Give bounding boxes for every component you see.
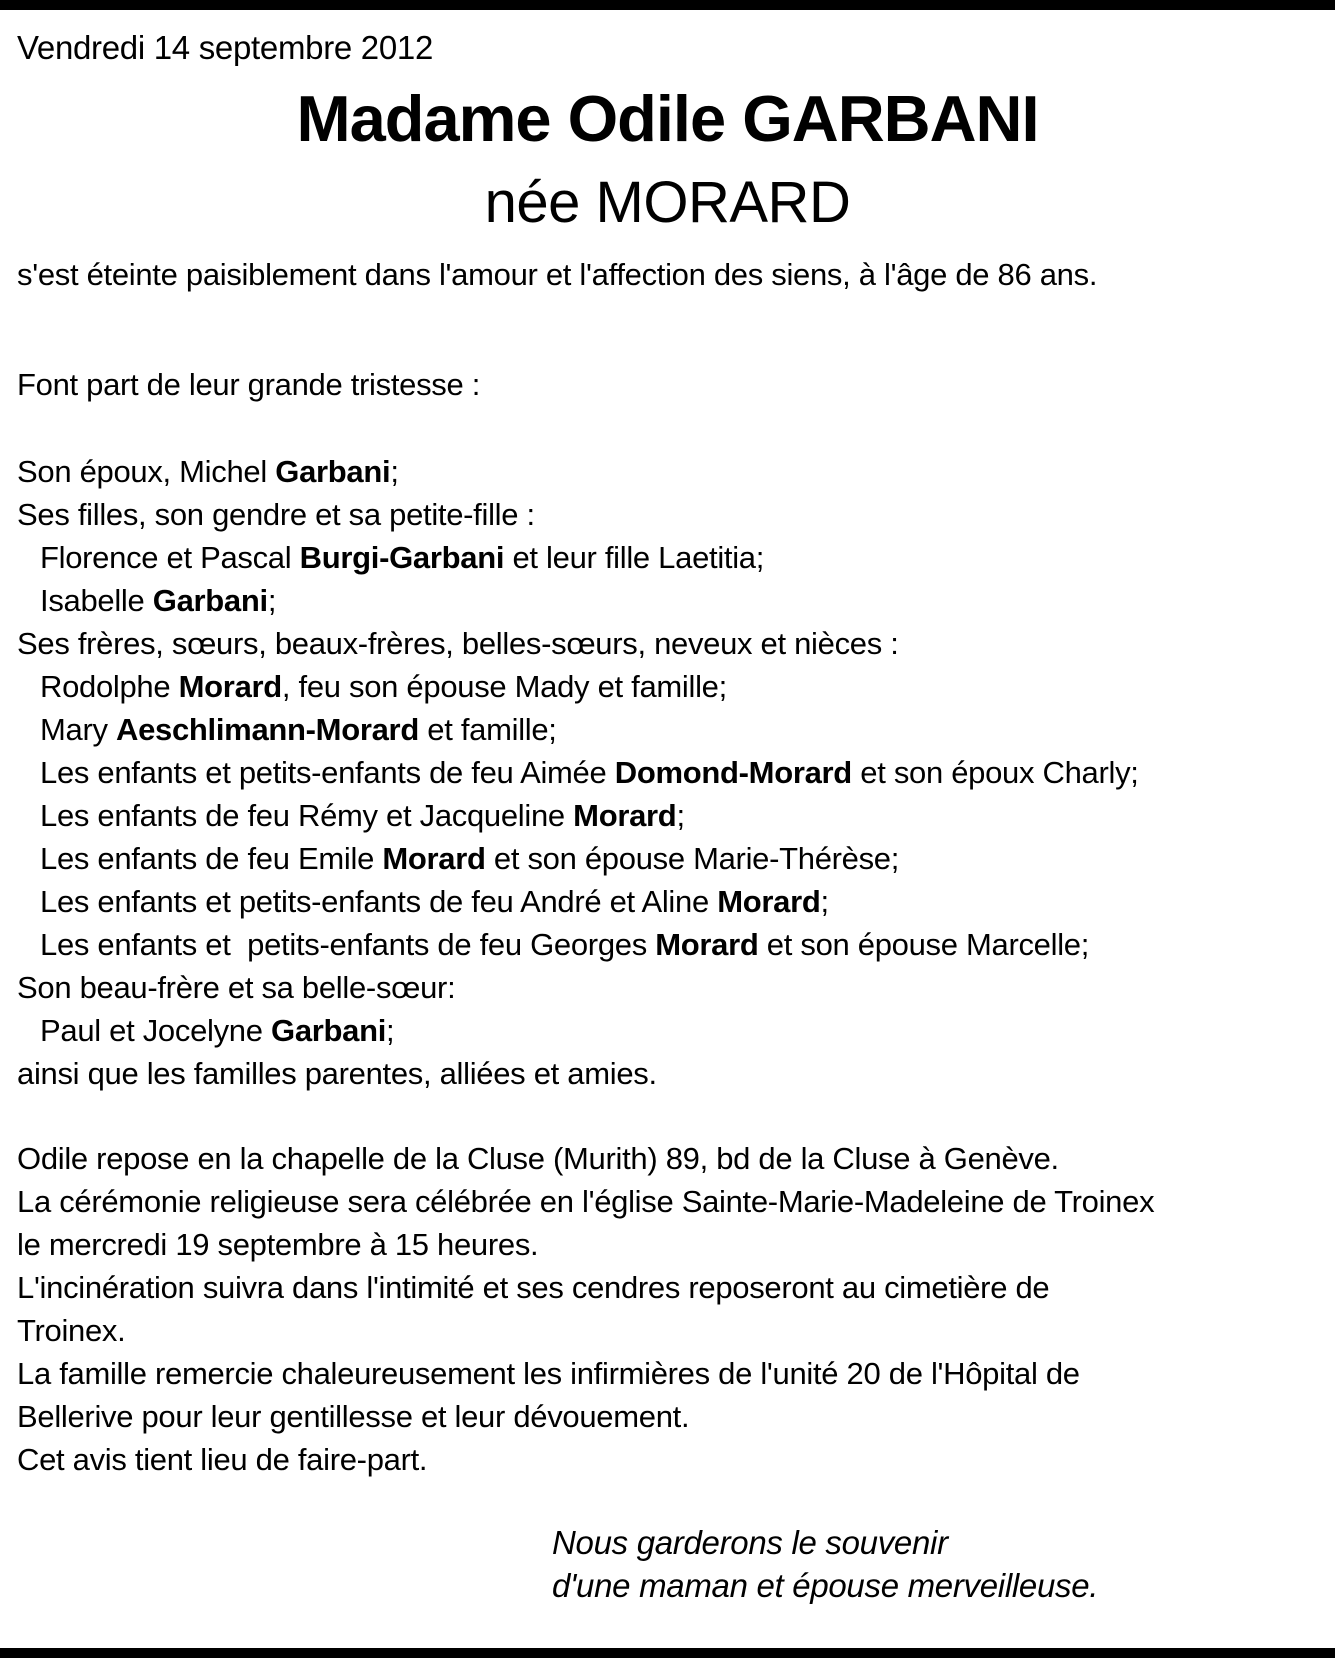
text-line: Cet avis tient lieu de faire-part. (17, 1442, 428, 1477)
text-line: le mercredi 19 septembre à 15 heures. (17, 1227, 539, 1262)
text-line: La cérémonie religieuse sera célébrée en l'église Sainte-Marie-Madeleine de Troinex (17, 1184, 1155, 1219)
text-line: d'une maman et épouse merveilleuse. (552, 1567, 1099, 1604)
text-line: Les enfants de feu Emile Morard et son épouse Marie-Thérèse; (40, 841, 900, 876)
text-line: Son époux, Michel Garbani; (17, 454, 399, 489)
text-line: Bellerive pour leur gentillesse et leur dévouement. (17, 1399, 690, 1434)
text-line: La famille remercie chaleureusement les infirmières de l'unité 20 de l'Hôpital de (17, 1356, 1080, 1391)
text-line: Les enfants et petits-enfants de feu Georges Morard et son épouse Marcelle; (40, 927, 1090, 962)
bottom-border (0, 1648, 1335, 1658)
text-line: L'incinération suivra dans l'intimité et ses cendres reposeront au cimetière de (17, 1270, 1050, 1305)
text-line: Les enfants et petits-enfants de feu André et Aline Morard; (40, 884, 829, 919)
text-line: Les enfants de feu Rémy et Jacqueline Morard; (40, 798, 685, 833)
text-line: Les enfants et petits-enfants de feu Aimée Domond-Morard et son époux Charly; (40, 755, 1139, 790)
top-border (0, 0, 1335, 10)
text-line: Mary Aeschlimann-Morard et famille; (40, 712, 557, 747)
intro-paragraph: s'est éteinte paisiblement dans l'amour et l'affection des siens, à l'âge de 86 ans. (17, 257, 1098, 292)
text-line: Son beau-frère et sa belle-sœur: (17, 970, 456, 1005)
text-line: Paul et Jocelyne Garbani; (40, 1013, 395, 1048)
maiden-name: née MORARD (484, 170, 851, 235)
text-line: Nous garderons le souvenir (552, 1524, 948, 1561)
text-line: Rodolphe Morard, feu son épouse Mady et famille; (40, 669, 727, 704)
closing-message (552, 1521, 1335, 1607)
publication-date: Vendredi 14 septembre 2012 (17, 29, 434, 66)
text-line: Ses filles, son gendre et sa petite-fille : (17, 497, 535, 532)
text-line: Troinex. (17, 1313, 126, 1348)
text-line: Florence et Pascal Burgi-Garbani et leur fille Laetitia; (40, 540, 765, 575)
text-line: Isabelle Garbani; (40, 583, 277, 618)
text-line: Odile repose en la chapelle de la Cluse (Murith) 89, bd de la Cluse à Genève. (17, 1141, 1059, 1176)
ceremony-paragraph (17, 1137, 1315, 1481)
text-line: ainsi que les familles parentes, alliées et amies. (17, 1056, 657, 1091)
announcement-line: Font part de leur grande tristesse : (17, 367, 481, 402)
deceased-name-title: Madame Odile GARBANI (296, 82, 1039, 155)
family-list (17, 450, 1315, 1095)
text-line: Ses frères, sœurs, beaux-frères, belles-sœurs, neveux et nièces : (17, 626, 899, 661)
